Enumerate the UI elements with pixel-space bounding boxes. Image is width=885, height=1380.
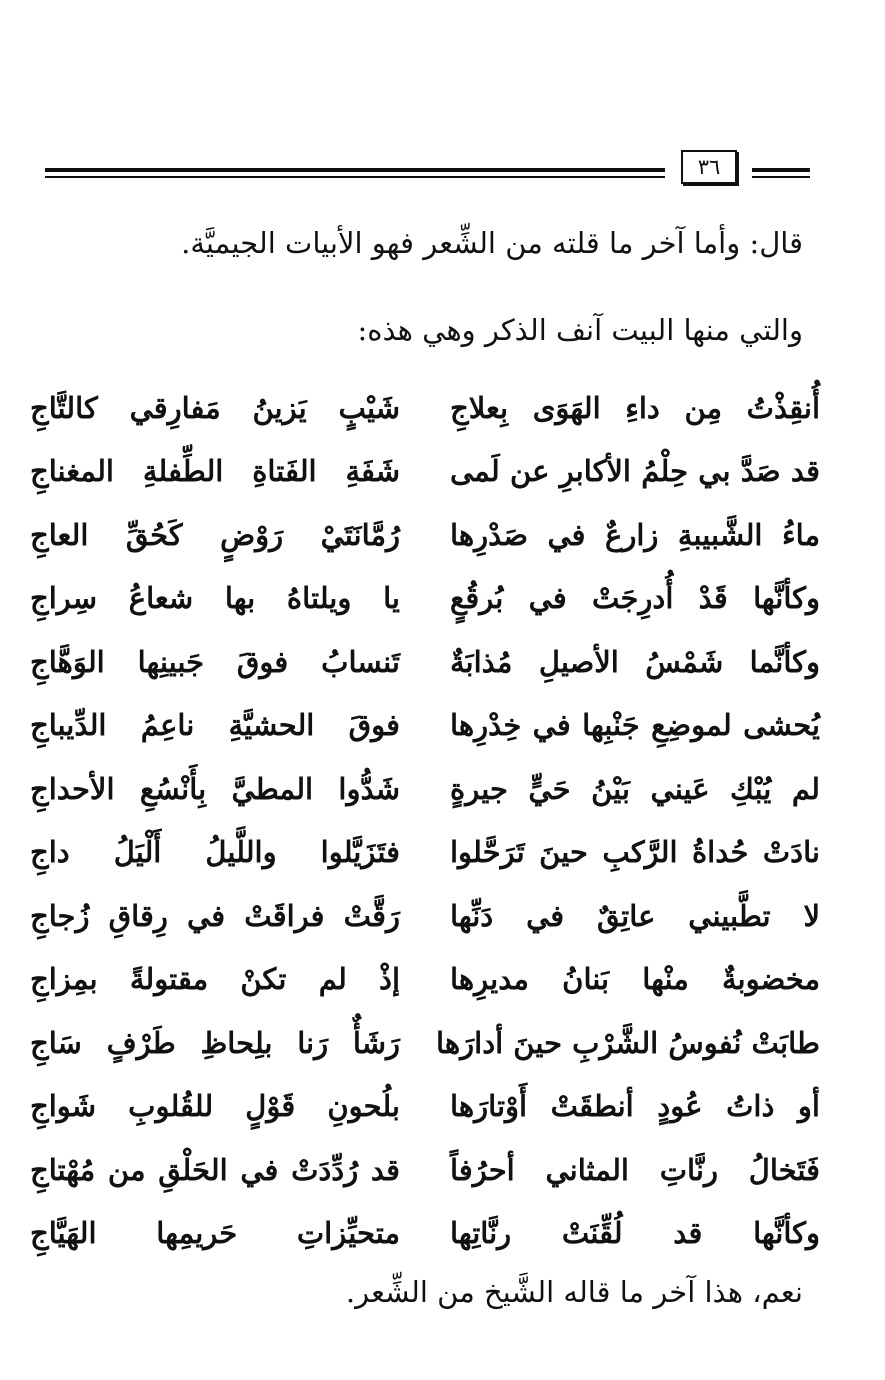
- poem-verse: [30, 1075, 820, 1139]
- poem: [30, 376, 820, 1265]
- verse-first-hemistich: نادَتْ حُداةُ الرَّكبِ حينَ تَرَحَّلوا: [450, 835, 820, 870]
- verse-first-hemistich: وكأنَّما شَمْسُ الأصيلِ مُذابَةٌ: [450, 644, 820, 679]
- intro-line-2: والتي منها البيت آنف الذكر وهي هذه:: [357, 313, 803, 347]
- verse-second-hemistich: رَشَأٌ رَنا بلِحاظِ طَرْفٍ سَاجِ: [30, 1025, 400, 1060]
- poem-verse: [30, 757, 820, 821]
- poem-verse: [30, 694, 820, 758]
- header-rule-long: [45, 168, 665, 178]
- poem-verse: [30, 567, 820, 631]
- page-number: ٣٦: [681, 150, 737, 184]
- header-rule-short: [752, 168, 810, 178]
- verse-first-hemistich: أُنقِذْتُ مِن داءِ الهَوَى بِعلاجِ: [450, 390, 820, 425]
- verse-second-hemistich: شَفَةِ الفَتاةِ الطِّفلةِ المغناجِ: [30, 454, 400, 489]
- verse-first-hemistich: طابَتْ نُفوسُ الشَّرْبِ حينَ أدارَها: [436, 1025, 820, 1060]
- verse-second-hemistich: تَنسابُ فوقَ جَبينِها الوَهَّاجِ: [30, 644, 400, 679]
- verse-second-hemistich: شَدُّوا المطيَّ بِأَنْسُعِ الأحداجِ: [30, 771, 400, 806]
- verse-second-hemistich: متحيِّزاتِ حَريمِها الهَيَّاجِ: [30, 1216, 400, 1251]
- verse-second-hemistich: فوقَ الحشيَّةِ ناعِمُ الدِّيباجِ: [30, 708, 400, 743]
- outro-line: نعم، هذا آخر ما قاله الشَّيخ من الشِّعر.: [345, 1275, 803, 1309]
- verse-first-hemistich: لم يُبْكِ عَيني بَيْنُ حَيٍّ جيرةٍ: [450, 771, 820, 806]
- verse-first-hemistich: يُحشى لموضِعِ جَنْبِها في خِدْرِها: [450, 708, 820, 743]
- poem-verse: [30, 376, 820, 440]
- poem-verse: [30, 1138, 820, 1202]
- verse-second-hemistich: فتَزَيَّلوا واللَّيلُ أَلْيَلُ داجِ: [30, 835, 400, 870]
- page-header: [45, 150, 810, 190]
- verse-second-hemistich: يا ويلتاهُ بها شعاعُ سِراجِ: [30, 581, 400, 616]
- poem-verse: [30, 503, 820, 567]
- verse-second-hemistich: إذْ لم تكنْ مقتولةً بمِزاجِ: [30, 962, 400, 997]
- verse-second-hemistich: رَقَّتْ فراقَتْ في رِقاقِ زُجاجِ: [30, 898, 400, 933]
- verse-first-hemistich: ماءُ الشَّبيبةِ زارعٌ في صَدْرِها: [450, 517, 820, 552]
- verse-first-hemistich: وكأنَّها قد لُقِّنَتْ رنَّاتِها: [450, 1216, 820, 1251]
- poem-verse: [30, 1202, 820, 1266]
- verse-second-hemistich: بلُحونِ قَوْلٍ للقُلوبِ شَواجِ: [30, 1089, 400, 1124]
- verse-second-hemistich: قد رُدِّدَتْ في الحَلْقِ من مُهْتاجِ: [30, 1152, 400, 1187]
- poem-verse: [30, 821, 820, 885]
- verse-first-hemistich: وكأنَّها قَدْ أُدرِجَتْ في بُرقُعٍ: [450, 581, 820, 616]
- poem-verse: [30, 884, 820, 948]
- verse-second-hemistich: رُمَّانَتَيْ رَوْضٍ كَحُقِّ العاجِ: [30, 517, 400, 552]
- verse-first-hemistich: قد صَدَّ بي حِلْمُ الأكابرِ عن لَمى: [450, 454, 820, 489]
- verse-first-hemistich: فَتَخالُ رنَّاتِ المثاني أحرُفاً: [450, 1152, 820, 1187]
- poem-verse: [30, 630, 820, 694]
- verse-first-hemistich: لا تطَّبيني عاتِقٌ في دَنِّها: [450, 898, 820, 933]
- verse-first-hemistich: أو ذاتُ عُودٍ أنطقَتْ أَوْتارَها: [450, 1089, 820, 1124]
- poem-verse: [30, 1011, 820, 1075]
- intro-line-1: قال: وأما آخر ما قلته من الشِّعر فهو الأبيات الجيميَّة.: [181, 226, 803, 260]
- poem-verse: [30, 440, 820, 504]
- verse-first-hemistich: مخضوبةٌ منْها بَنانُ مديرِها: [450, 962, 820, 997]
- poem-verse: [30, 948, 820, 1012]
- verse-second-hemistich: شَيْبٍ يَزينُ مَفارِقي كالتَّاجِ: [30, 390, 400, 425]
